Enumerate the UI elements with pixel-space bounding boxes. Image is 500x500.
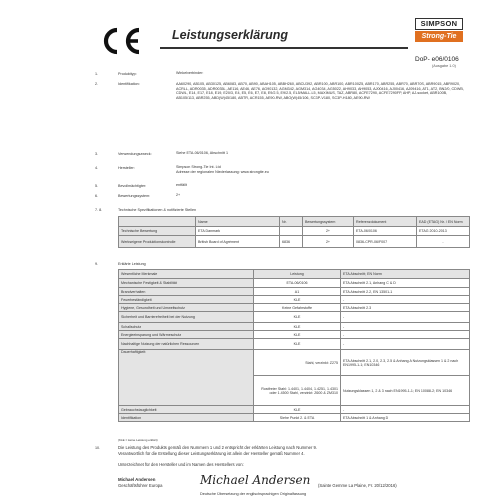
field-number: 5. — [95, 184, 99, 188]
table-cell: ETA-06/0106 — [354, 227, 417, 236]
table-cell: ETA Abschnitt 2.2, EN 13501-1 — [341, 288, 470, 296]
table-cell: Siehe Punkt 2. & ETA — [254, 414, 341, 422]
table-cell: - — [417, 236, 470, 248]
table-row — [119, 288, 470, 296]
closing-statement: Die Leistung des Produkts gemäß den Nummern 1 und 2 entspricht der erklärten Leistung nach Nummer 9. — [118, 445, 318, 450]
table-cell: - — [341, 406, 470, 414]
table-cell: Energieeinsparung und Wärmeschutz — [119, 331, 254, 339]
field-number: 2. — [95, 82, 99, 86]
field-value: entfällt — [176, 183, 187, 187]
table-cell: Sicherheit und Barrierefreiheit bei der Nutzung — [119, 312, 254, 323]
signer-title: Geschäftsführer Europa — [118, 483, 163, 488]
document-title: Leistungserklärung — [172, 28, 288, 42]
table-row — [119, 279, 470, 288]
table-cell — [280, 227, 303, 236]
table-cell: Werkseigene Produktionskontrolle — [119, 236, 196, 248]
dop-edition: (Ausgabe 1.0) — [432, 64, 456, 68]
table-row — [119, 339, 470, 350]
table-cell: A1 — [254, 288, 341, 296]
table-cell: KLE — [254, 323, 341, 331]
table-row — [119, 296, 470, 304]
field-label: Produkttyp: — [118, 72, 137, 76]
table-cell: 6836 — [280, 236, 303, 248]
table-row — [119, 414, 470, 422]
logo-top-text: SIMPSON — [415, 18, 463, 30]
field-value: 2+ — [176, 193, 181, 197]
field-number: 4. — [95, 166, 99, 170]
table-cell: - — [341, 323, 470, 331]
table-cell: Stahl, verzinkt: Z275 — [254, 350, 341, 376]
table-cell: 0836-CPR-06/F007 — [354, 236, 417, 248]
table-row — [119, 312, 470, 323]
table-row — [119, 331, 470, 339]
table-cell: Hygiene, Gesundheit und Umweltschutz — [119, 304, 254, 312]
table-cell: Nachhaltige Nutzung der natürlichen Ressourcen — [119, 339, 254, 350]
table-cell: KLE — [254, 331, 341, 339]
table-cell: Identifikation — [119, 414, 254, 422]
table-header: Name — [196, 217, 280, 227]
table-cell: ETA Abschnitt 2.3 — [341, 304, 470, 312]
table-cell: ETA Abschnitt 2.1, 2.0, 2.3, 2.5 & Anhang A Nutzungsklassen 1 & 2 nach EN1995-1-1; EN10346 — [341, 350, 470, 376]
identification-list: AA60290, AB105, AB30125, AB6083, AB70, AB90, ABAH105, ABBH260, ABCU392, ABR100, ABR100, ABR100Z5, ABR170, ABR255, ABR70, ABR70S, ABR9015, ABR9020, ACRLL, ADR0035, ADR0035L, AE116, AE46, AE76, AG90132, AGM342, AGM314, AG4034, AG5022, AH9033, AH9053, AJ00416, AJ00416, AJ09416, AT1, AT2, BN2/0, CDWB, CDWL, E14, E17, E18, E19, E20/3, E4, E5, E6, E7, E8, E9/2.5, E9/2.5, EL5/MALL.L5, MAXIMUS, TAZ, ABR80, ACFE7290, ACFE7290FP, AHP, AJ-socket, ABR100B, AB105/113, ABR255, ABD(W)45/180, ABTR, ACR155, AE90-RW, ABO(W)45/106, SC3P-V180, SC3P-H180, AE90-RW — [176, 82, 464, 100]
table-cell: - — [341, 296, 470, 304]
table-note: (KLE = keine Leistung erklärt) — [118, 438, 158, 442]
table-cell: KLE — [254, 312, 341, 323]
field-value: Simpson Strong-Tie Int. Ltd — [176, 165, 221, 169]
table-cell: ETA Danmark — [196, 227, 280, 236]
table-cell: Schallschutz — [119, 323, 254, 331]
field-number: 7. 8. — [95, 208, 103, 212]
table-cell: ETAG 2010-2013 — [417, 227, 470, 236]
field-number: 3. — [95, 152, 99, 156]
field-label: Bewertungssystem: — [118, 194, 151, 198]
table-row — [119, 236, 470, 248]
table-header: ETA Abschnitt; EN Norm — [341, 270, 470, 279]
table-cell: KLE — [254, 406, 341, 414]
field-label: Hersteller: — [118, 166, 135, 170]
table-cell: British Board of Agrément — [196, 236, 280, 248]
table-cell: Dauerhaftigkeit: — [119, 350, 254, 406]
table-row — [119, 323, 470, 331]
table-cell: Keine Gefahrstoffe — [254, 304, 341, 312]
field-value: Winkelverbinder: — [176, 71, 204, 75]
table-row — [119, 406, 470, 414]
table-header-row — [119, 217, 470, 227]
field-label: Verwendungszweck: — [118, 152, 152, 156]
field-number: 10. — [95, 446, 101, 450]
brand-logo — [415, 18, 463, 42]
closing-responsibility: Verantwortlich für die Erstellung dieser Leistungserklärung ist allein der Hersteller gemäß Nummer 4. — [118, 451, 305, 456]
table-header: EAD (ETAG) Nr. / EN Norm — [417, 217, 470, 227]
signer-name: Michael Andersen — [118, 477, 156, 482]
table-cell: 2+ — [303, 236, 354, 248]
table-header: Wesentliche Merkmale — [119, 270, 254, 279]
place-and-date: (Sainte Gemme La Plaine, Fr. 20/12/2016) — [318, 483, 397, 488]
table-cell: ETA Abschnitt 1 & Anhang D — [341, 414, 470, 422]
field-value: Siehe ETA-06/0106, Abschnitt 1 — [176, 151, 228, 155]
table-cell: ETA Abschnitt 2.1, Anhang C & D — [341, 279, 470, 288]
table-cell: Nutzungsklassen 1, 2 & 3 nach EN1995-1-1; EN 10088-2; EN 10346 — [341, 376, 470, 406]
table-header: Referenzdokument — [354, 217, 417, 227]
table-cell: KLE — [254, 339, 341, 350]
table-row — [119, 227, 470, 236]
field-number: 9. — [95, 262, 99, 266]
table-cell: ETA-06/0106 — [254, 279, 341, 288]
section-heading: Technische Spezifikationen & notifizierte Stellen — [118, 208, 197, 212]
table-cell: Mechanische Festigkeit & Stabilität — [119, 279, 254, 288]
table-header: Bewertungssystem — [303, 217, 354, 227]
table-cell: Brandverhalten — [119, 288, 254, 296]
field-number: 1. — [95, 72, 99, 76]
logo-bottom-text: Strong-Tie — [415, 31, 463, 42]
tech-spec-table — [118, 216, 470, 248]
table-cell: Gebrauchstauglichkeit — [119, 406, 254, 414]
signature: Michael Andersen — [200, 473, 311, 487]
table-cell: Feuerbeständigkeit — [119, 296, 254, 304]
field-label: Identifikation: — [118, 82, 140, 86]
table-cell: 2+ — [303, 227, 354, 236]
performance-table — [118, 269, 470, 422]
table-header-row — [119, 270, 470, 279]
table-header: Nr. — [280, 217, 303, 227]
section-heading: Erklärte Leistung — [118, 262, 146, 266]
table-cell: KLE — [254, 296, 341, 304]
field-value-address: Adresse der regionalen Niederlassung: www.strongtie.eu — [176, 170, 269, 174]
table-cell: - — [341, 331, 470, 339]
field-label: Bevollmächtigter: — [118, 184, 147, 188]
dop-number: DoP- e06/0106 — [415, 56, 459, 63]
table-cell: Rostfreier Stahl: 1.4401, 1.4404, 1.4251, 1.4301 oder 1.4500 Stahl, verzinkt: Z600 & ZM310 — [254, 376, 341, 406]
table-cell: - — [341, 339, 470, 350]
table-row — [119, 304, 470, 312]
ce-mark-icon — [100, 26, 146, 56]
table-cell: Technische Bewertung — [119, 227, 196, 236]
title-rule — [160, 47, 408, 49]
table-header: Leistung — [254, 270, 341, 279]
table-cell: - — [341, 312, 470, 323]
table-row — [119, 350, 470, 376]
field-number: 6. — [95, 194, 99, 198]
signed-for-statement: Unterzeichnet für den Hersteller und im Namen des Herstellers von: — [118, 462, 244, 467]
translation-footer: Deutsche Übersetzung der englischsprachigen Originalfassung — [200, 492, 307, 496]
